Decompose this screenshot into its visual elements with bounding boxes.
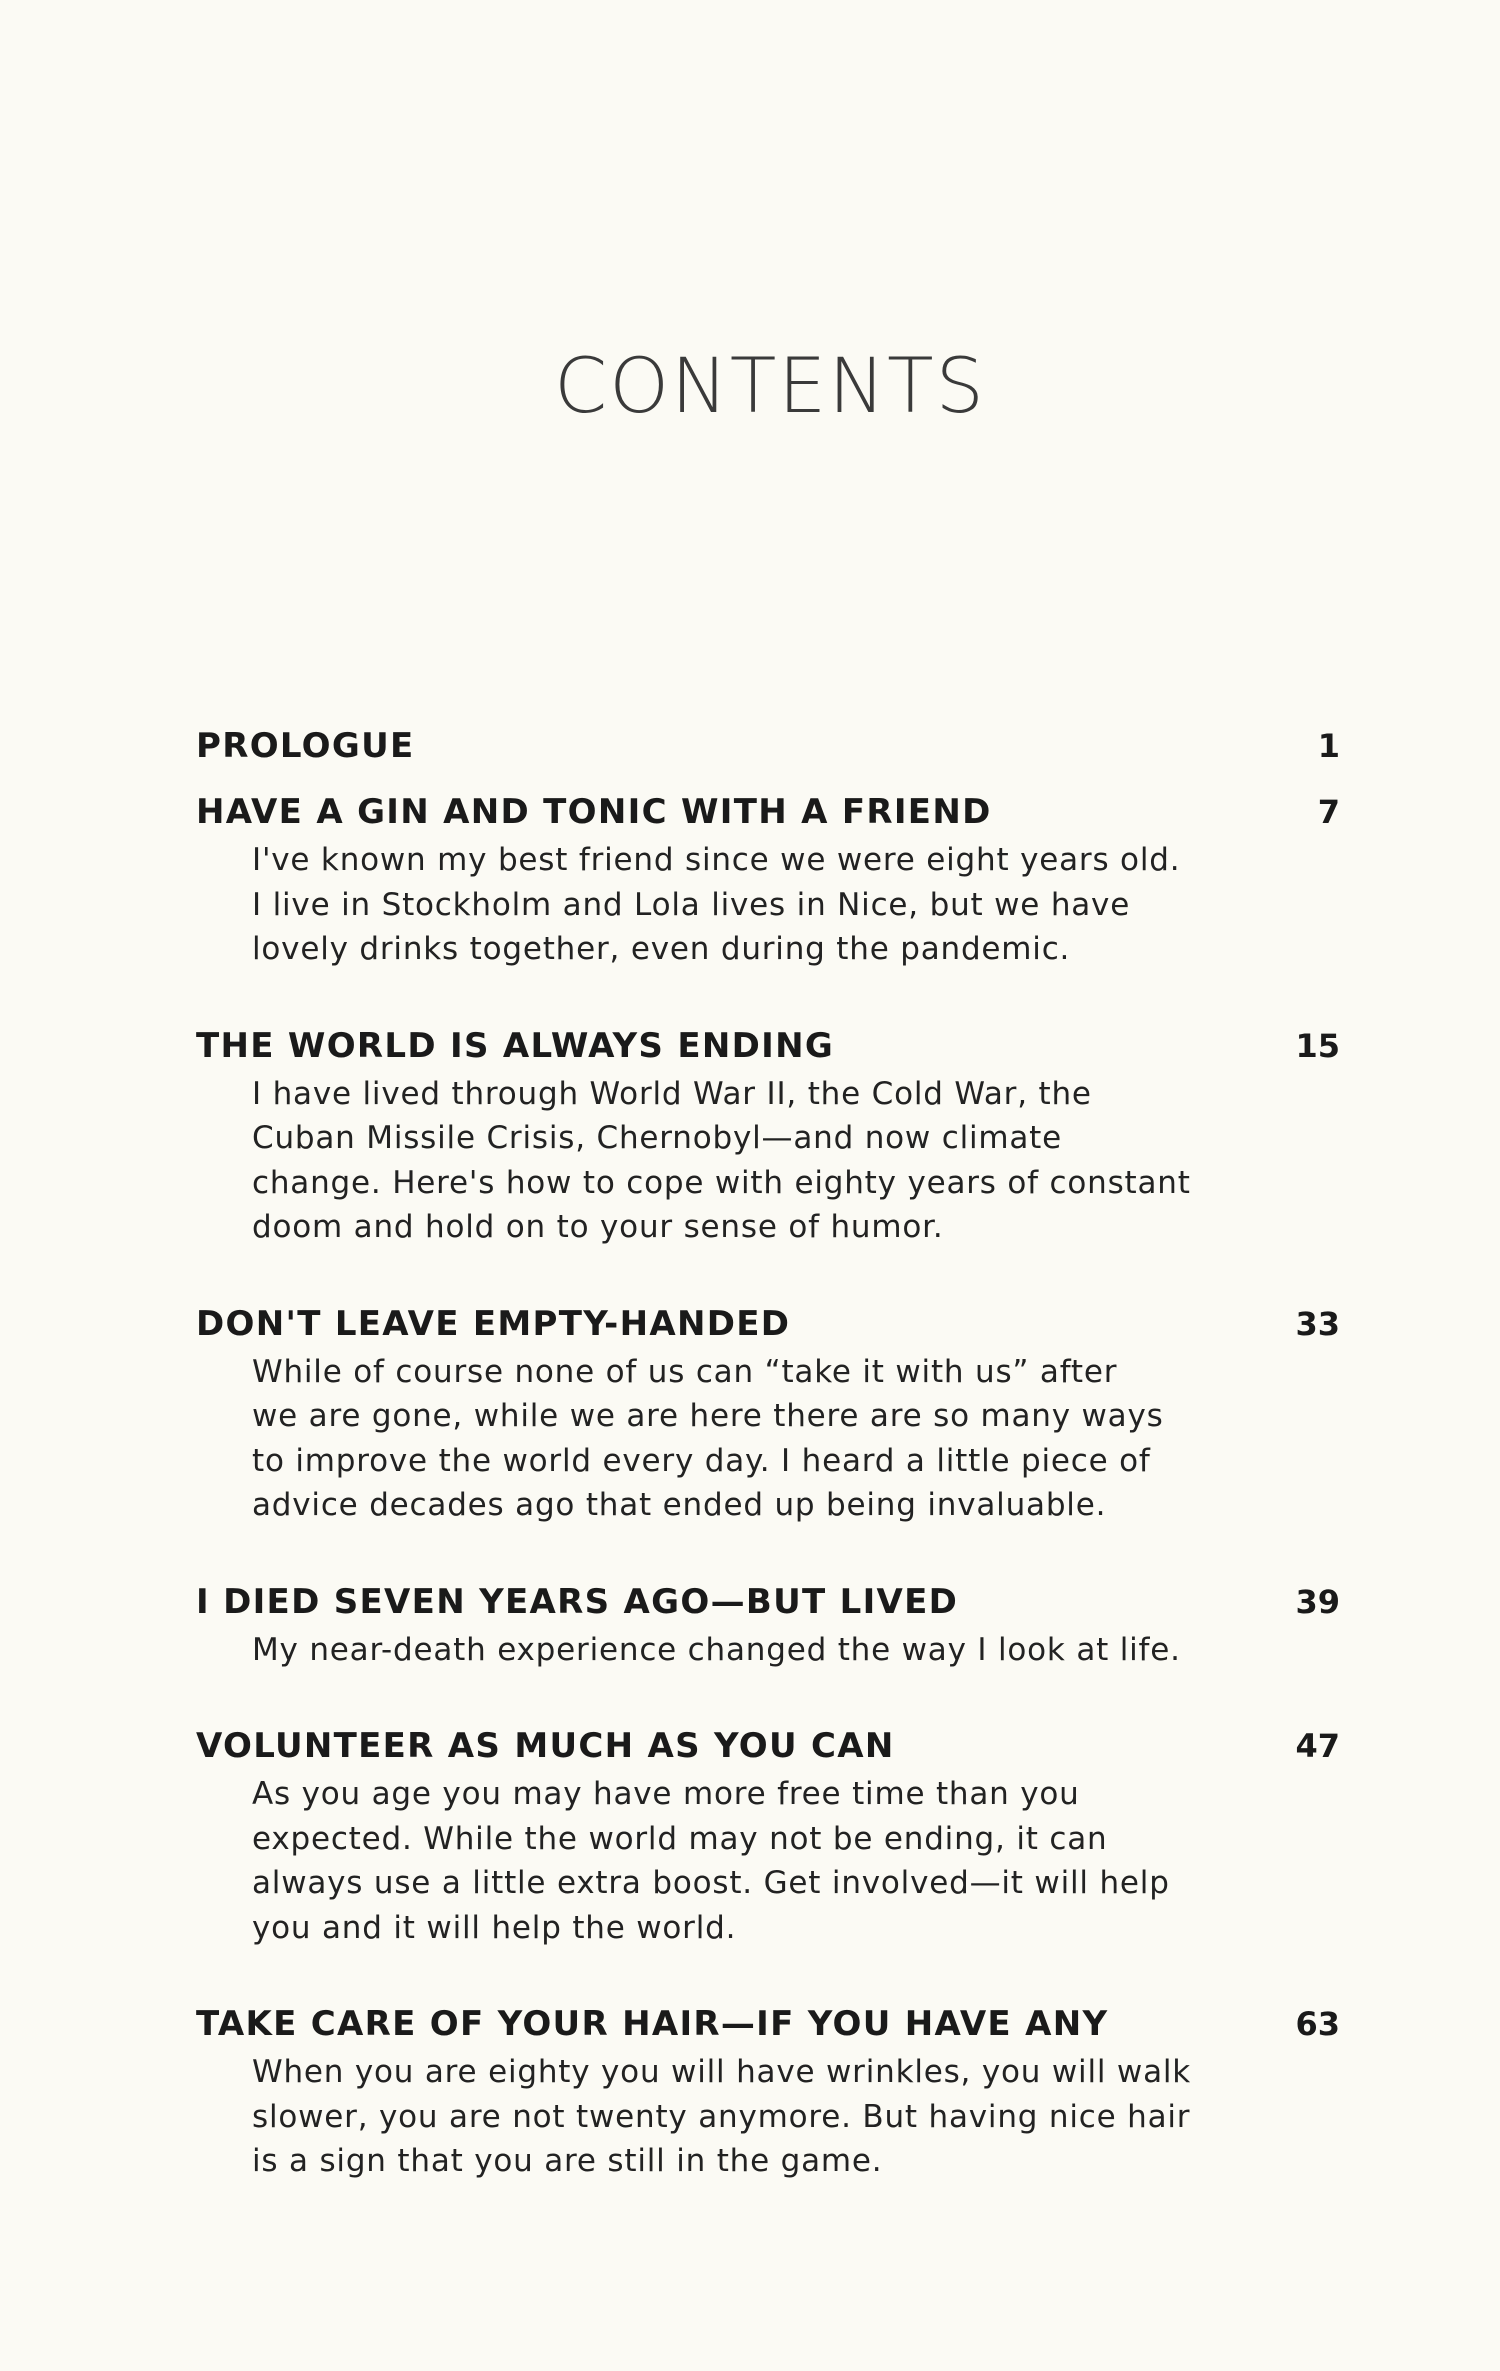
description-line: I live in Stockholm and Lola lives in Nice, but we have <box>252 886 1131 923</box>
chapter-description <box>252 1628 1252 1673</box>
chapter-title: DON'T LEAVE EMPTY-HANDED <box>196 1303 791 1344</box>
toc-entry <box>196 1022 1340 1250</box>
chapter-title: TAKE CARE OF YOUR HAIR—IF YOU HAVE ANY <box>196 2004 1109 2044</box>
description-line: slower, you are not twenty anymore. But having nice hair <box>252 2098 1191 2135</box>
page-number: 7 <box>1317 793 1340 831</box>
description-line: doom and hold on to your sense of humor. <box>252 1209 944 1245</box>
chapter-description <box>252 2050 1252 2184</box>
toc-entry <box>196 788 1340 972</box>
toc-entry-header <box>196 1300 1340 1348</box>
toc-entry-header <box>196 2000 1340 2048</box>
toc-entry-header <box>196 1722 1340 1770</box>
page-number: 15 <box>1295 1026 1340 1065</box>
description-line: expected. While the world may not be ending, it can <box>252 1820 1108 1857</box>
description-line: lovely drinks together, even during the pandemic. <box>252 931 1071 967</box>
page-number: 47 <box>1295 1727 1340 1765</box>
page-number: 1 <box>1317 727 1340 765</box>
toc-entry <box>196 1722 1340 1950</box>
toc-entry-header <box>196 1578 1340 1626</box>
chapter-description <box>252 1350 1252 1528</box>
description-line: I've known my best friend since we were eight years old. <box>252 842 1181 878</box>
chapter-title: I DIED SEVEN YEARS AGO—BUT LIVED <box>196 1581 959 1622</box>
description-line: I have lived through World War II, the Cold War, the <box>252 1075 1092 1112</box>
description-line: advice decades ago that ended up being invaluable. <box>252 1487 1107 1523</box>
toc-entry-header <box>196 788 1340 836</box>
chapter-title: VOLUNTEER AS MUCH AS YOU CAN <box>196 1726 895 1766</box>
chapter-title: PROLOGUE <box>196 726 415 766</box>
description-line: Cuban Missile Crisis, Chernobyl—and now climate <box>252 1120 1063 1156</box>
description-line: My near-death experience changed the way I look at life. <box>252 1631 1181 1668</box>
chapter-title: THE WORLD IS ALWAYS ENDING <box>196 1025 835 1066</box>
description-line: is a sign that you are still in the game. <box>252 2143 883 2179</box>
toc-entry <box>196 1578 1340 1673</box>
toc-entry <box>196 1300 1340 1528</box>
description-line: When you are eighty you will have wrinkles, you will walk <box>252 2054 1192 2090</box>
page-number: 39 <box>1295 1582 1340 1621</box>
description-line: As you age you may have more free time than you <box>252 1776 1080 1812</box>
description-line: to improve the world every day. I heard a little piece of <box>252 1442 1151 1479</box>
chapter-title: HAVE A GIN AND TONIC WITH A FRIEND <box>196 792 992 832</box>
description-line: While of course none of us can “take it with us” after <box>252 1353 1118 1390</box>
toc-entry-header <box>196 722 1340 770</box>
table-of-contents <box>196 722 1340 2234</box>
description-line: change. Here's how to cope with eighty years of constant <box>252 1164 1191 1201</box>
toc-entry <box>196 2000 1340 2184</box>
toc-entry-header <box>196 1022 1340 1070</box>
toc-entry <box>196 722 1340 770</box>
page-title: CONTENTS <box>554 341 986 430</box>
chapter-description <box>252 1072 1252 1250</box>
page-number: 33 <box>1295 1304 1340 1343</box>
description-line: you and it will help the world. <box>252 1909 737 1946</box>
description-line: we are gone, while we are here there are so many ways <box>252 1398 1164 1434</box>
chapter-description <box>252 1772 1252 1950</box>
page-number: 63 <box>1295 2005 1340 2043</box>
description-line: always use a little extra boost. Get involved—it will help <box>252 1865 1170 1901</box>
chapter-description <box>252 838 1252 972</box>
